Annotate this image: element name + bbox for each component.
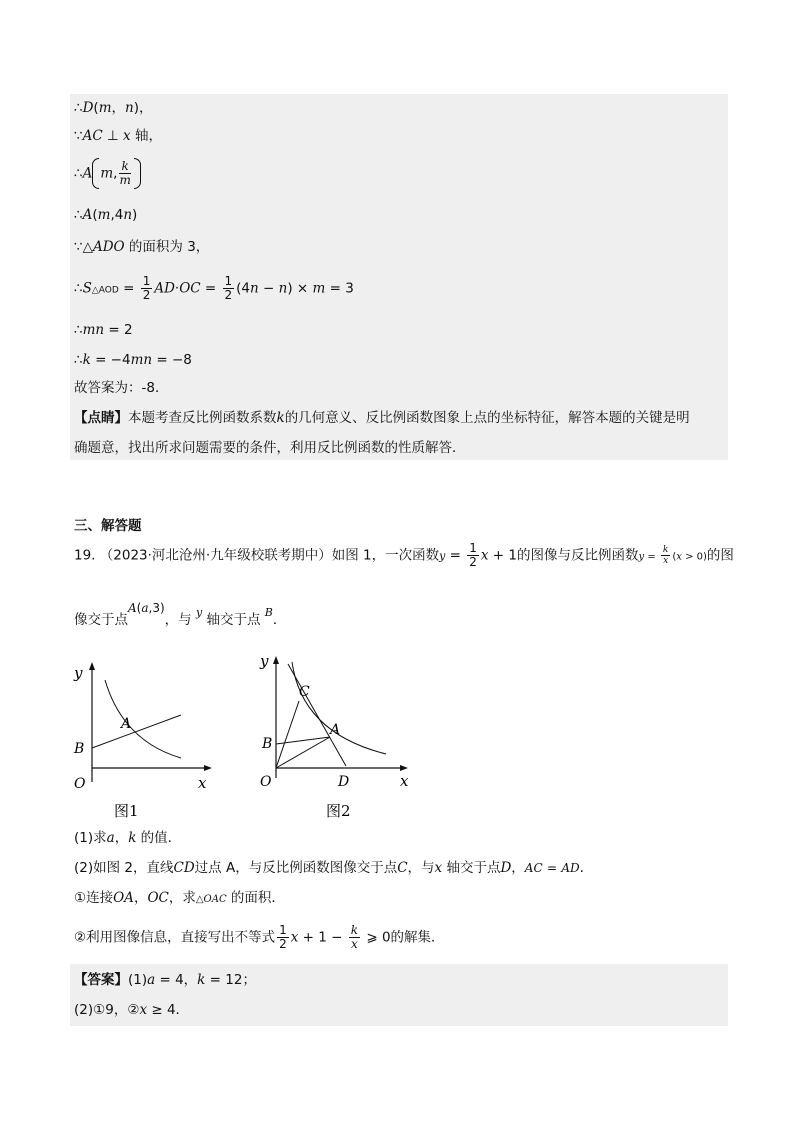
fig1-label-b: B <box>74 741 85 757</box>
fig2-label-a: A <box>330 722 341 738</box>
fig1-label-y: y <box>74 664 83 682</box>
fig1-label-a: A <box>121 716 132 732</box>
solution-line-8: ∴k = −4mn = −8 <box>74 352 192 368</box>
fig2-label-x: x <box>400 772 409 790</box>
solution-line-6: ∴S△AOD = $\frac{1}{2}$ AD·OC = $\frac{1}{2}$ (4n − n) × m = 3 <box>74 274 354 302</box>
therefore-symbol: ∴ <box>74 100 83 116</box>
answer-line-1: 【答案】(1)a = 4，k = 12； <box>74 972 256 988</box>
problem-number: 19. <box>74 547 96 564</box>
solution-line-1: ∴D(m，n)， <box>74 100 153 116</box>
figure-1 <box>68 656 228 826</box>
question-2: (2)如图 2，直线CD过点 A，与反比例函数图像交于点C，与x 轴交于点D，AC = AD． <box>74 860 594 876</box>
fig2-label-c: C <box>299 684 310 700</box>
fig2-label-b: B <box>262 736 273 752</box>
comment-tag: 【点睛】 <box>74 410 128 426</box>
fig2-segment-oa <box>276 737 330 768</box>
answer-value: -8 <box>141 380 155 396</box>
fig1-x-arrow <box>204 765 212 771</box>
question-2-i: ①连接OA，OC，求△OAC 的面积． <box>74 890 285 906</box>
fig1-y-arrow <box>89 662 95 670</box>
solution-line-5: ∵△ADO 的面积为 3， <box>74 239 210 255</box>
answer-line-2: (2)①9，②x ≥ 4． <box>74 1002 190 1018</box>
figure-2 <box>254 648 424 828</box>
fig1-line <box>92 715 181 748</box>
fig2-label-d: D <box>338 774 350 790</box>
fig1-label-x: x <box>198 774 207 792</box>
answer-tag: 【答案】 <box>74 972 128 988</box>
question-2-ii: ②利用图像信息，直接写出不等式 $\frac{1}{2}$ x + 1 − $\frac{k}{x}$ ⩾ 0的解集． <box>74 923 445 951</box>
problem-line-2: 像交于点A(a,3)，与 $^y$ 轴交于点 $^B$． <box>74 601 287 628</box>
fig2-label-y: y <box>260 652 269 670</box>
problem-line-1: 19. （2023·河北沧州·九年级校联考期中）如图 1，一次函数y = $\frac{1}{2}$ x + 1的图像与反比例函数y = $\frac{k}{x}$ (x > 0)的图 <box>74 541 734 569</box>
fig2-label-o: O <box>260 774 272 790</box>
solution-line-7: ∴mn = 2 <box>74 322 133 338</box>
fig2-segment-oc <box>276 701 299 768</box>
fig1-label-o: O <box>74 776 86 792</box>
comment-line-1: 【点睛】本题考查反比例函数系数k的几何意义、反比例函数图象上点的坐标特征，解答本题的关键是明 <box>74 410 690 426</box>
solution-line-3: ∴A m, $\frac{k}{m}$ <box>74 160 141 187</box>
fig1-caption: 图1 <box>114 802 139 820</box>
solution-line-4: ∴A(m,4n) <box>74 207 138 223</box>
solution-line-9: 故答案为：-8． <box>74 380 169 396</box>
fig2-x-arrow <box>400 765 408 771</box>
fig2-y-arrow <box>273 656 279 664</box>
solution-line-2: ∵AC ⊥ x 轴， <box>74 128 162 144</box>
section-title: 三、解答题 <box>74 518 142 534</box>
problem-source: （2023·河北沧州·九年级校联考期中） <box>99 547 332 564</box>
fig2-caption: 图2 <box>326 802 351 820</box>
fig2-line-cd <box>288 664 346 766</box>
question-1: (1)求a，k 的值． <box>74 830 182 846</box>
comment-line-2: 确题意，找出所求问题需要的条件，利用反比例函数的性质解答． <box>74 440 466 456</box>
because-symbol: ∵ <box>74 128 83 144</box>
